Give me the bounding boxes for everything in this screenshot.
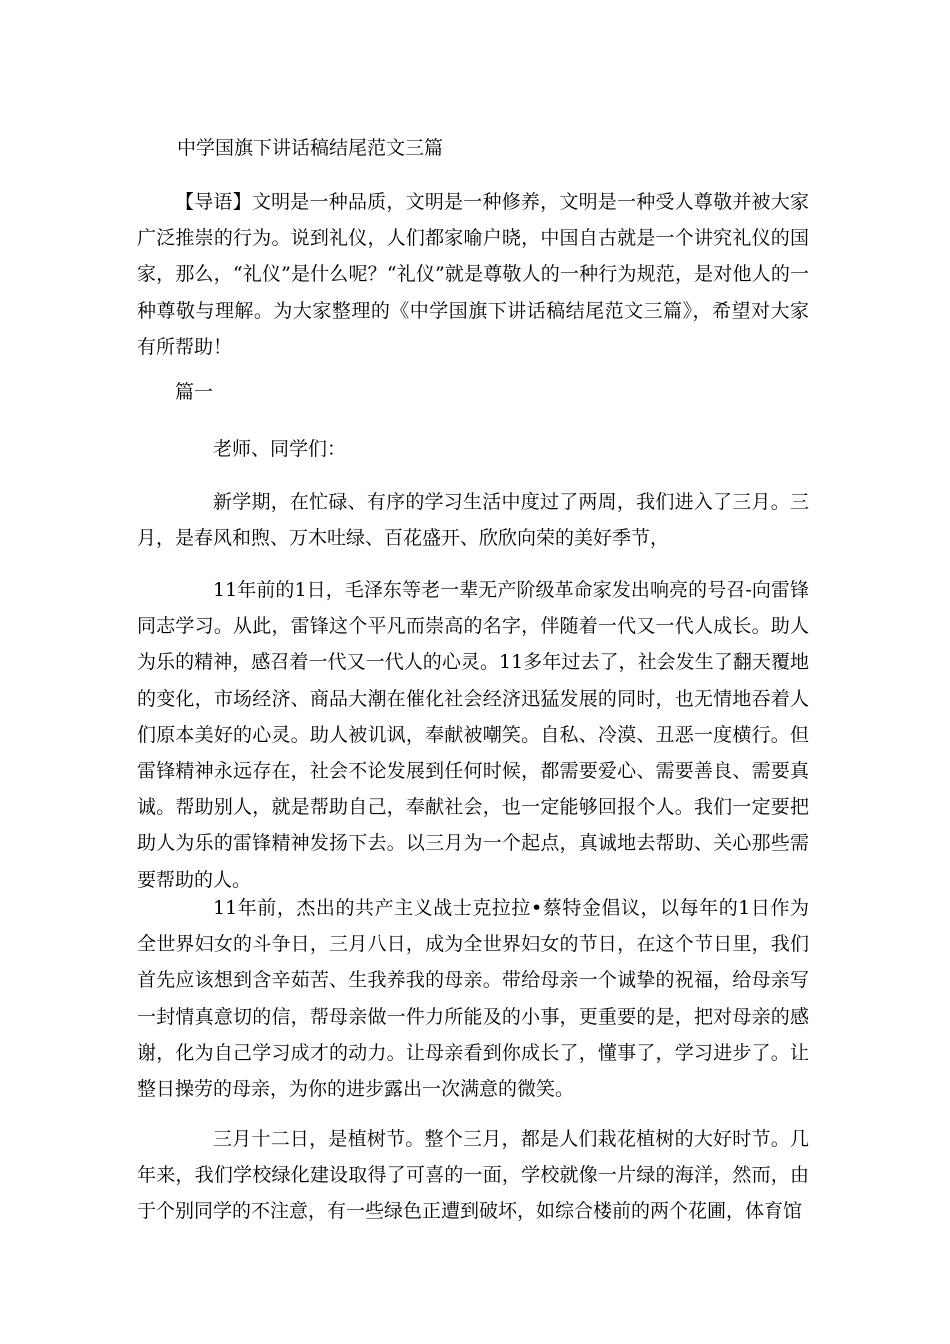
body-paragraph-2: 11年前的1日，毛泽东等老一辈无产阶级革命家发出响亮的号召-向雷锋同志学习。从此，雷锋这个平凡而崇高的名字，伴随着一代又一代人成长。助人为乐的精神，感召着一代又一代人的心灵。11多年过去了，社会发生了翻天覆地的变化，市场经济、商品大潮在催化社会经济迅猛发展的同时，也无情地吞着人们原本美好的心灵。助人被讥讽，奉献被嘲笑。自私、冷漠、丑恶一度横行。但雷锋精神永远存在，社会不论发展到任何时候，都需要爱心、需要善良、需要真诚。帮助别人，就是帮助自己，奉献社会，也一定能够回报个人。我们一定要把助人为乐的雷锋精神发扬下去。以三月为一个起点，真诚地去帮助、关心那些需要帮助的人。 [137,579,809,891]
body-paragraph-4: 三月十二日，是植树节。整个三月，都是人们栽花植树的大好时节。几年来，我们学校绿化建设取得了可喜的一面，学校就像一片绿的海洋，然而，由于个别同学的不注意，有一些绿色正遭到破坏，如综合楼前的两个花圃，体育馆 [137,1128,809,1223]
document-title: 中学国旗下讲话稿结尾范文三篇 [177,137,444,159]
body-paragraph-3: 11年前，杰出的共产主义战士克拉拉•蔡特金倡议，以每年的1日作为全世界妇女的斗争日，三月八日，成为全世界妇女的节日，在这个节日里，我们首先应该想到含辛茹苦、生我养我的母亲。带给母亲一个诚挚的祝福，给母亲写一封情真意切的信，帮母亲做一件力所能及的小事，更重要的是，把对母亲的感谢，化为自己学习成才的动力。让母亲看到你成长了，懂事了，学习进步了。让整日操劳的母亲，为你的进步露出一次满意的微笑。 [137,897,809,1101]
section-heading: 篇一 [175,381,214,403]
body-paragraph-1: 新学期，在忙碌、有序的学习生活中度过了两周，我们进入了三月。三月，是春风和煦、万木吐绿、百花盛开、欣欣向荣的美好季节， [137,491,809,550]
intro-paragraph: 【导语】文明是一种品质，文明是一种修养，文明是一种受人尊敬并被大家广泛推崇的行为。说到礼仪，人们都家喻户晓，中国自古就是一个讲究礼仪的国家，那么，“礼仪”是什么呢？“礼仪”就是尊敬人的一种行为规范，是对他人的一种尊敬与理解。为大家整理的《中学国旗下讲话稿结尾范文三篇》，希望对大家有所帮助！ [137,191,809,358]
salutation: 老师、同学们： [213,438,347,460]
